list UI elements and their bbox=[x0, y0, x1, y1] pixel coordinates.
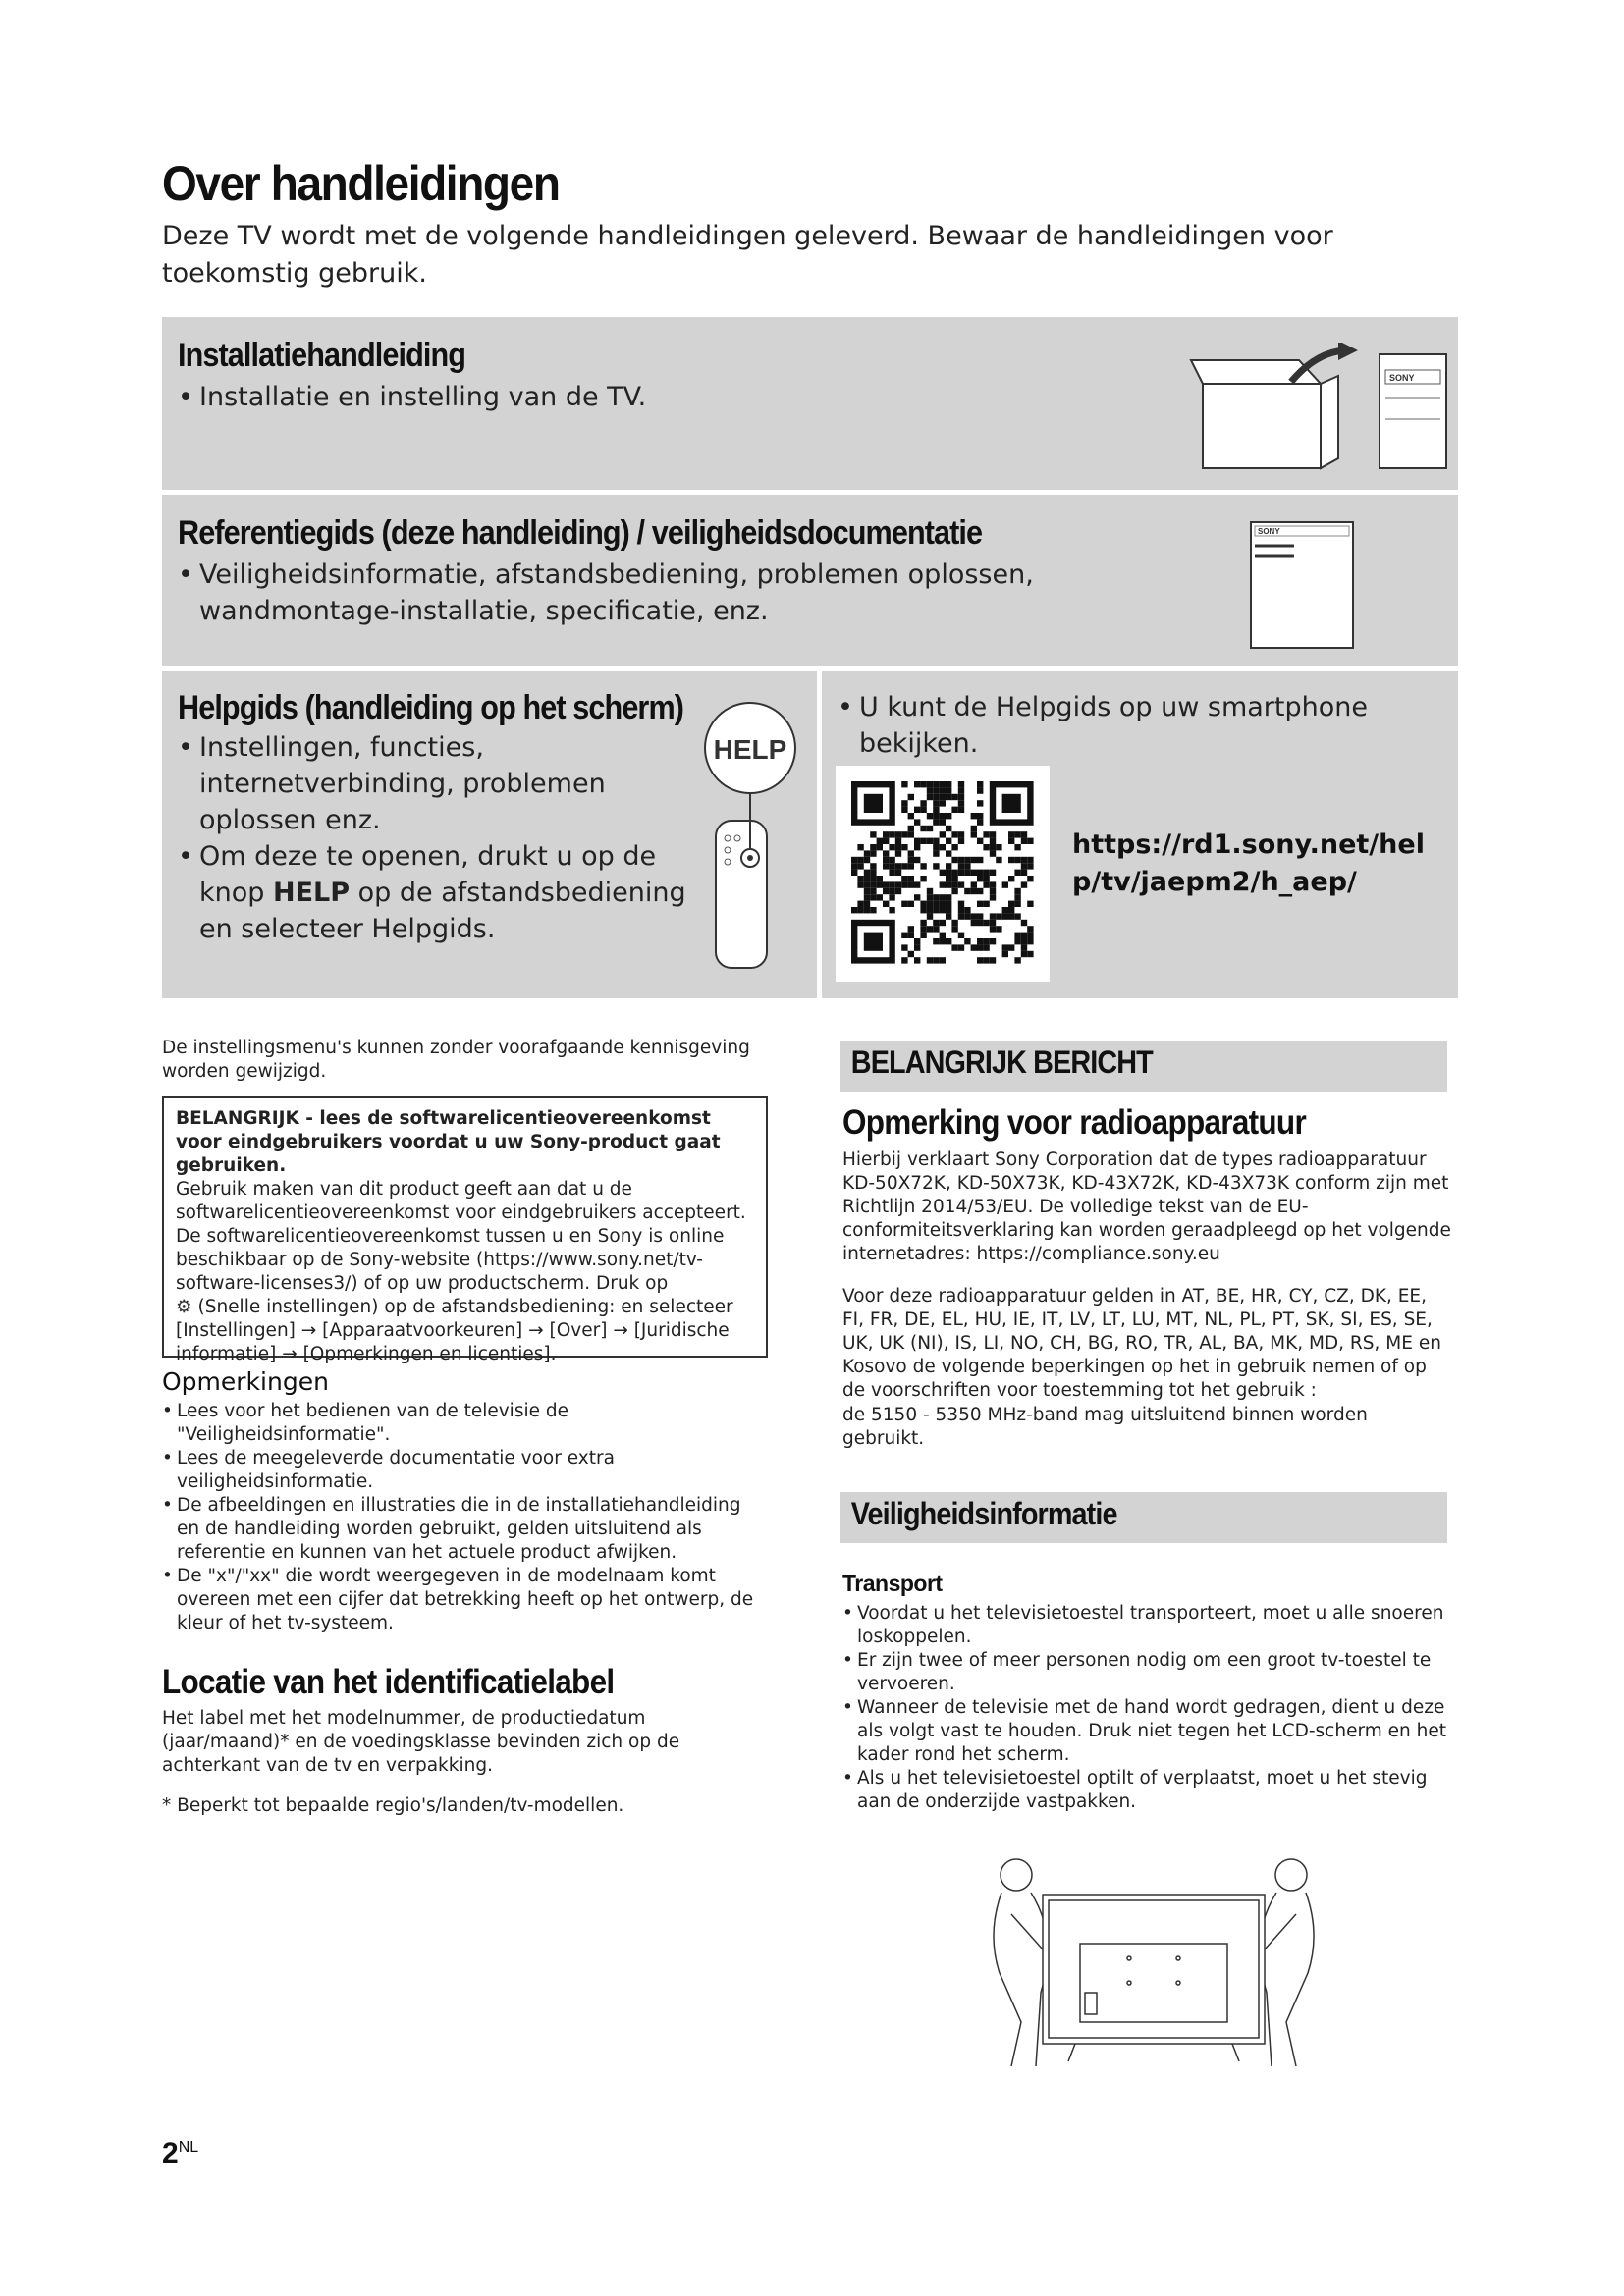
notes-heading: Opmerkingen bbox=[162, 1367, 329, 1396]
tv-carry-illustration bbox=[982, 1845, 1326, 2071]
smartphone-bullet: • U kunt de Helpgids op uw smartphone bekijken. bbox=[838, 689, 1409, 762]
help-bullet-1: • Instellingen, functies, internetverbinding, problemen oplossen enz. bbox=[178, 729, 612, 838]
reference-guide-box bbox=[162, 495, 1458, 666]
menu-change-note: De instellingsmenu's kunnen zonder voorafgaande kennisgeving worden gewijzigd. bbox=[162, 1038, 750, 1082]
help-url-link[interactable]: https://rd1.sony.net/help/tv/jaepm2/h_aep/ bbox=[1072, 829, 1425, 897]
gear-icon: ⚙ bbox=[176, 1297, 192, 1317]
radio-band-note: de 5150 - 5350 MHz-band mag uitsluitend binnen worden gebruikt. bbox=[842, 1405, 1368, 1449]
transport-item: • Voordat u het televisietoestel transporteert, moet u alle snoeren loskoppelen. bbox=[842, 1602, 1451, 1649]
intro-text: Deze TV wordt met de volgende handleidingen geleverd. Bewaar de handleidingen voor toekomstig gebruik. bbox=[162, 221, 1333, 289]
note-item: • De afbeeldingen en illustraties die in de installatiehandleiding en de handleiding worden gebruikt, gelden uitsluitend als referentie en kunnen van het actuele product afwijken. bbox=[162, 1494, 766, 1565]
label-location-heading: Locatie van het identificatielabel bbox=[162, 1663, 615, 1701]
help-key-label: HELP bbox=[273, 878, 351, 908]
transport-heading: Transport bbox=[842, 1571, 943, 1596]
radio-restrictions: Voor deze radioapparatuur gelden in AT, BE, HR, CY, CZ, DK, EE, FI, FR, DE, EL, HU, IE, IT, LV, LT, LU, MT, NL, PL, PT, SK, SI, ES, SE, UK, UK (NI), IS, LI, NO, CH, BG, RO, TR, AL, BA, MK, MD, RS, ME en Kosovo de volgende beperkingen op het in gebruik nemen of op de voorschriften voor toestemming tot het gebruik : bbox=[842, 1286, 1441, 1401]
note-item: • Lees voor het bedienen van de televisie de "Veiligheidsinformatie". bbox=[162, 1400, 766, 1447]
sony-logo: SONY bbox=[1389, 373, 1415, 383]
help-button-label: HELP bbox=[713, 734, 787, 765]
license-heading: BELANGRIJK - lees de softwarelicentieovereenkomst voor eindgebruikers voordat u uw Sony-product gaat gebruiken. bbox=[176, 1108, 721, 1176]
help-guide-box bbox=[162, 671, 817, 998]
qr-code[interactable] bbox=[836, 766, 1050, 982]
radio-heading: Opmerking voor radioapparatuur bbox=[842, 1103, 1306, 1142]
remote-help-icon bbox=[702, 701, 800, 971]
transport-item: • Er zijn twee of meer personen nodig om een groot tv-toestel te vervoeren. bbox=[842, 1649, 1451, 1696]
reference-bullet: • Veiligheidsinformatie, afstandsbediening, problemen oplossen, wandmontage-installatie, specificatie, enz. bbox=[178, 557, 1063, 629]
transport-item: • Wanneer de televisie met de hand wordt gedragen, dient u deze als volgt vast te houden. Druk niet tegen het LCD-scherm en het kader rond het scherm. bbox=[842, 1696, 1451, 1767]
help-bullet-2: • Om deze te openen, drukt u op de knop HELP op de afstandsbediening en selecteer Helpgids. bbox=[178, 838, 710, 947]
installation-guide-box bbox=[162, 317, 1458, 490]
installation-bullet: • Installatie en instelling van de TV. bbox=[178, 379, 646, 415]
note-item: • De "x"/"xx" die wordt weergegeven in de modelnaam komt overeen met een cijfer dat betrekking heeft op het ontwerp, de kleur of het tv-systeem. bbox=[162, 1565, 766, 1635]
note-item: • Lees de meegeleverde documentatie voor extra veiligheidsinformatie. bbox=[162, 1447, 766, 1494]
page-number: $2^{NL}$ bbox=[162, 2137, 199, 2169]
license-box bbox=[162, 1096, 768, 1364]
label-location-text: Het label met het modelnummer, de productiedatum (jaar/maand)* en de voedingsklasse bevinden zich op de achterkant van de tv en verpakking. bbox=[162, 1708, 680, 1776]
page-language-code: NL bbox=[178, 2139, 199, 2156]
installation-heading: Installatiehandleiding bbox=[178, 337, 466, 374]
page-title: Over handleidingen bbox=[162, 156, 560, 211]
notes-list bbox=[162, 1400, 766, 1635]
document-sony-logo: SONY bbox=[1258, 527, 1280, 536]
help-heading: Helpgids (handleiding op het scherm) bbox=[178, 689, 684, 726]
box-manual-icon bbox=[1183, 343, 1448, 470]
important-notice-bar: BELANGRIJK BERICHT bbox=[840, 1041, 1447, 1092]
transport-list bbox=[842, 1602, 1451, 1814]
reference-heading: Referentiegids (deze handleiding) / veiligheidsdocumentatie bbox=[178, 514, 983, 552]
safety-info-bar: Veiligheidsinformatie bbox=[840, 1492, 1447, 1543]
transport-item: • Als u het televisietoestel optilt of verplaatst, moet u het stevig aan de onderzijde vastpakken. bbox=[842, 1767, 1451, 1814]
radio-declaration: Hierbij verklaart Sony Corporation dat de types radioapparatuur KD-50X72K, KD-50X73K, KD-43X72K, KD-43X73K conform zijn met Richtlijn 2014/53/EU. De volledige tekst van de EU-conformiteitsverklaring kan worden geraadpleegd op het volgende internetadres: https://compliance.sony.eu bbox=[842, 1149, 1451, 1264]
license-text: Gebruik maken van dit product geeft aan dat u de softwarelicentieovereenkomst voor eindgebruikers accepteert. De softwarelicentieovereenkomst tussen u en Sony is online beschikbaar op de Sony-website (https://www.sony.net/tv-software-licenses3/) of op uw productscherm. Druk op ⚙ (Snelle instellingen) op de afstandsbediening: en selecteer [Instellingen] → [Apparaatvoorkeuren] → [Over] → [Juridische informatie] → [Opmerkingen en licenties]. bbox=[176, 1179, 746, 1364]
document-icon bbox=[1249, 520, 1357, 650]
help-smartphone-box bbox=[822, 671, 1458, 998]
footnote: * Beperkt tot bepaalde regio's/landen/tv-modellen. bbox=[162, 1795, 624, 1816]
